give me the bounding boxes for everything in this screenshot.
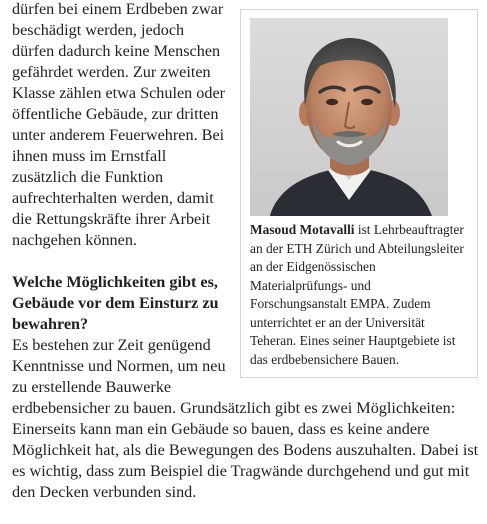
section-heading: Welche Möglichkeiten gibt es, Gebäude vor dem Einsturz zu bewahren? xyxy=(12,273,219,333)
article-body xyxy=(12,0,482,503)
paragraph-intro: dürfen bei einem Erdbeben zwar beschädigt werden, jedoch dürfen dadurch keine Menschen gefährdet werden. Zur zweiten Klasse zählen etwa Schulen oder öffentliche Gebäude, zur dritten unter anderem Feuerwehren. Bei ihnen muss im Ernstfall zusätzlich die Funktion aufrechterhalten werden, damit die Rettungskräfte ihrer Arbeit nachgehen können. xyxy=(12,0,226,249)
author-caption xyxy=(250,221,468,369)
author-portrait xyxy=(250,18,448,216)
author-bio: ist Lehrbeauftragter an der ETH Zürich und Abteilungsleiter an der Eidgenössischen Materialprüfungs- und Forschungsanstalt EMPA. Zudem unterrichtet er an der Universität Teheran. Eines seiner Hauptgebiete ist das erdbebensichere Bauen. xyxy=(250,222,464,367)
author-info-box xyxy=(240,9,478,378)
paragraph-answer: Es bestehen zur Zeit genügend Kenntnisse und Normen, um neu zu erstellende Bauwerke erdbebensicher zu bauen. Grundsätzlich gibt es zwei Möglichkeiten: Einerseits kann man ein Gebäude so bauen, dass es keine andere Möglichkeit hat, als die Bewegungen des Bodens auszuhalten. Dabei ist es wichtig, dass zum Beispiel die Tragwände durchgehend und gut mit den Decken verbunden sind. xyxy=(12,336,479,501)
author-name: Masoud Motavalli xyxy=(250,222,355,237)
